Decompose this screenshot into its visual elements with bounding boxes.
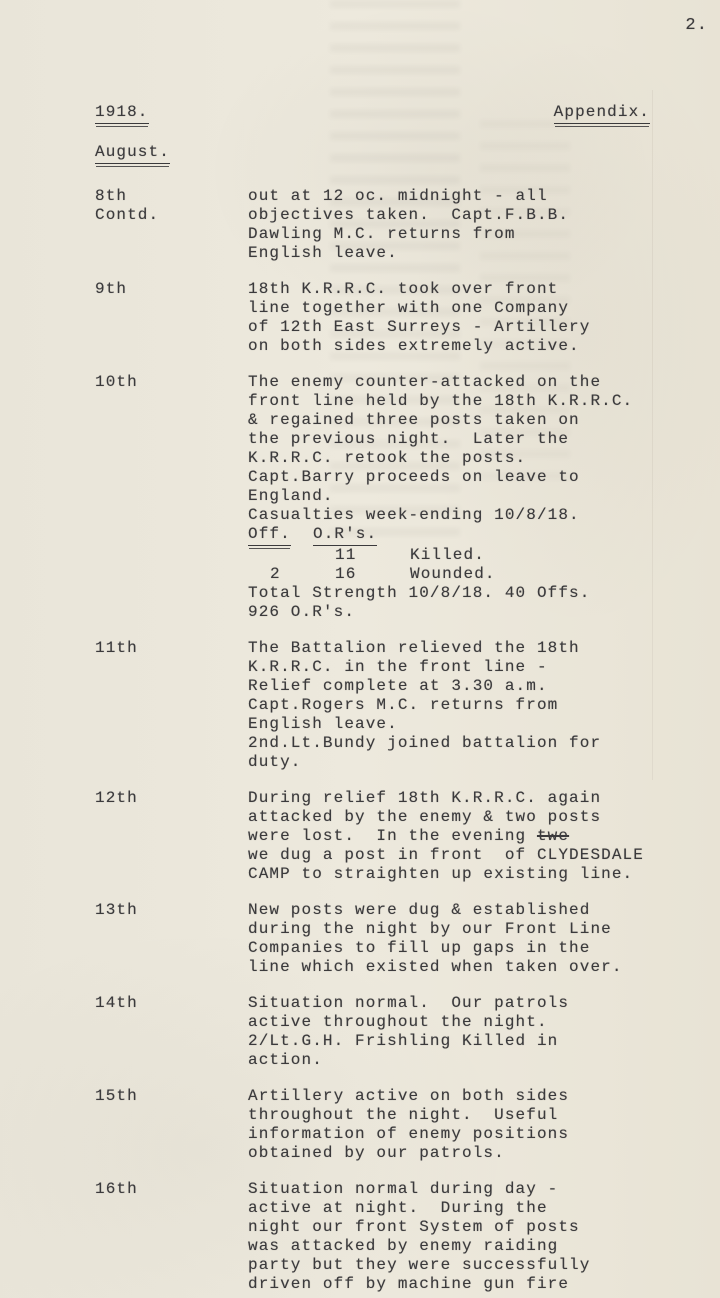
entry-line: 2/Lt.G.H. Frishling Killed in bbox=[248, 1032, 559, 1050]
entry-line: night our front System of posts bbox=[248, 1218, 580, 1236]
casualty-table-row bbox=[248, 565, 650, 584]
casualty-header-officers bbox=[248, 525, 313, 546]
entry-body bbox=[248, 1180, 650, 1294]
diary-entries bbox=[95, 187, 650, 1294]
entry-line: K.R.R.C. retook the posts. bbox=[248, 449, 527, 467]
entry-day-column bbox=[95, 994, 248, 1070]
month-heading-text: August. bbox=[95, 143, 170, 164]
entry-line: was attacked by enemy raiding bbox=[248, 1237, 559, 1255]
entry-body bbox=[248, 373, 650, 622]
casualty-cell-officers: 2 bbox=[270, 565, 281, 583]
entry-line: front line held by the 18th K.R.R.C. bbox=[248, 392, 634, 410]
entry-line: action. bbox=[248, 1051, 323, 1069]
entry-line: England. bbox=[248, 487, 334, 505]
entry-line: During relief 18th K.R.R.C. again bbox=[248, 789, 602, 807]
entry-line bbox=[248, 827, 650, 846]
diary-entry bbox=[95, 373, 650, 622]
entry-line: Situation normal during day - bbox=[248, 1180, 559, 1198]
casualty-header-other-ranks-text: O.R's. bbox=[313, 525, 377, 546]
entry-day-column bbox=[95, 373, 248, 622]
entry-line: on both sides extremely active. bbox=[248, 337, 580, 355]
diary-entry bbox=[95, 280, 650, 356]
entry-day-label: 9th bbox=[95, 280, 128, 298]
entry-day-column bbox=[95, 1180, 248, 1294]
casualty-header-officers-text: Off. bbox=[248, 525, 291, 546]
entry-line: Artillery active on both sides bbox=[248, 1087, 570, 1105]
month-heading bbox=[95, 143, 650, 164]
entry-day-label: 12th bbox=[95, 789, 138, 807]
entry-line: information of enemy positions bbox=[248, 1125, 570, 1143]
page-number: 2. bbox=[685, 16, 708, 35]
entry-line: we dug a post in front of CLYDESDALE bbox=[248, 846, 644, 864]
entry-line: Capt.Barry proceeds on leave to bbox=[248, 468, 580, 486]
entry-line: throughout the night. Useful bbox=[248, 1106, 559, 1124]
entry-line: The enemy counter-attacked on the bbox=[248, 373, 602, 391]
entry-body bbox=[248, 994, 650, 1070]
casualty-table-header-row bbox=[248, 525, 650, 546]
entry-line: duty. bbox=[248, 753, 302, 771]
entry-line: 18th K.R.R.C. took over front bbox=[248, 280, 559, 298]
entry-line: during the night by our Front Line bbox=[248, 920, 612, 938]
diary-entry bbox=[95, 789, 650, 884]
entry-day-label: 8th bbox=[95, 187, 128, 205]
entry-body bbox=[248, 639, 650, 772]
entry-line: of 12th East Surreys - Artillery bbox=[248, 318, 591, 336]
entry-line: The Battalion relieved the 18th bbox=[248, 639, 580, 657]
entry-line: Relief complete at 3.30 a.m. bbox=[248, 677, 548, 695]
casualty-cell-other-ranks: 11 bbox=[335, 546, 357, 564]
header-row bbox=[95, 103, 650, 124]
casualty-cell-type: Killed. bbox=[410, 546, 485, 564]
entry-line: objectives taken. Capt.F.B.B. bbox=[248, 206, 570, 224]
entry-line: English leave. bbox=[248, 715, 398, 733]
casualty-cell-other-ranks: 16 bbox=[335, 565, 357, 583]
entry-line: 926 O.R's. bbox=[248, 603, 356, 621]
entry-line: obtained by our patrols. bbox=[248, 1144, 505, 1162]
entry-line: out at 12 oc. midnight - all bbox=[248, 187, 548, 205]
entry-line: Total Strength 10/8/18. 40 Offs. bbox=[248, 584, 591, 602]
entry-day-column bbox=[95, 639, 248, 772]
entry-line: Dawling M.C. returns from bbox=[248, 225, 516, 243]
entry-line: Capt.Rogers M.C. returns from bbox=[248, 696, 559, 714]
entry-day-column bbox=[95, 901, 248, 977]
diary-entry bbox=[95, 1087, 650, 1163]
entry-day-label: 16th bbox=[95, 1180, 138, 1198]
entry-day-label: 15th bbox=[95, 1087, 138, 1105]
entry-day-label: 13th bbox=[95, 901, 138, 919]
entry-line: Casualties week-ending 10/8/18. bbox=[248, 506, 580, 524]
entry-line: CAMP to straighten up existing line. bbox=[248, 865, 634, 883]
entry-body bbox=[248, 187, 650, 263]
entry-body bbox=[248, 901, 650, 977]
entry-line: line which existed when taken over. bbox=[248, 958, 623, 976]
entry-line: 2nd.Lt.Bundy joined battalion for bbox=[248, 734, 602, 752]
entry-day-column bbox=[95, 187, 248, 263]
entry-day-column bbox=[95, 789, 248, 884]
entry-day-column bbox=[95, 1087, 248, 1163]
entry-day-contd-label: Contd. bbox=[95, 206, 160, 224]
struck-word: twe bbox=[536, 827, 570, 845]
diary-entry bbox=[95, 901, 650, 977]
year-heading: 1918. bbox=[95, 103, 149, 124]
entry-line: attacked by the enemy & two posts bbox=[248, 808, 602, 826]
entry-day-label: 10th bbox=[95, 373, 138, 391]
entry-line: New posts were dug & established bbox=[248, 901, 591, 919]
entry-line: active throughout the night. bbox=[248, 1013, 548, 1031]
entry-line: the previous night. Later the bbox=[248, 430, 570, 448]
entry-body bbox=[248, 789, 650, 884]
entry-line: driven off by machine gun fire bbox=[248, 1275, 570, 1293]
entry-line: line together with one Company bbox=[248, 299, 570, 317]
casualty-table-row bbox=[248, 546, 650, 565]
entry-day-column bbox=[95, 280, 248, 356]
diary-entry bbox=[95, 1180, 650, 1294]
entry-body bbox=[248, 1087, 650, 1163]
diary-entry bbox=[95, 187, 650, 263]
entry-line-text: were lost. In the evening bbox=[248, 827, 537, 845]
entry-line: Companies to fill up gaps in the bbox=[248, 939, 591, 957]
entry-line: English leave. bbox=[248, 244, 398, 262]
entry-line: & regained three posts taken on bbox=[248, 411, 580, 429]
entry-line: K.R.R.C. in the front line - bbox=[248, 658, 548, 676]
entry-day-label: 11th bbox=[95, 639, 138, 657]
entry-day-label: 14th bbox=[95, 994, 138, 1012]
entry-body bbox=[248, 280, 650, 356]
entry-line: active at night. During the bbox=[248, 1199, 548, 1217]
appendix-heading: Appendix. bbox=[554, 103, 650, 124]
casualty-table bbox=[248, 525, 650, 584]
casualty-header-other-ranks bbox=[313, 525, 410, 546]
diary-entry bbox=[95, 994, 650, 1070]
casualty-cell-type: Wounded. bbox=[410, 565, 496, 583]
diary-entry bbox=[95, 639, 650, 772]
entry-line: party but they were successfully bbox=[248, 1256, 591, 1274]
entry-line: Situation normal. Our patrols bbox=[248, 994, 570, 1012]
